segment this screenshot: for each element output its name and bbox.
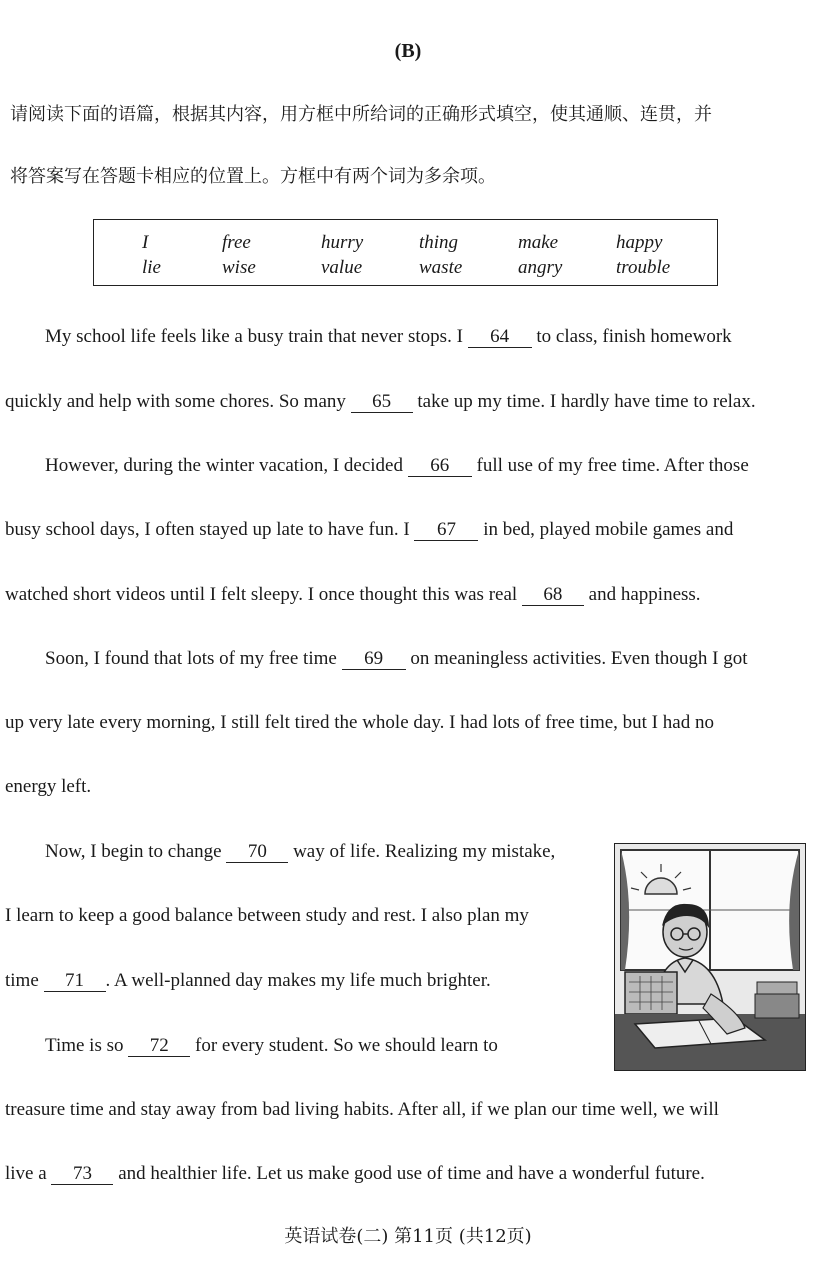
blank-66[interactable]: 66 — [408, 456, 472, 477]
passage-line: Now, I begin to change 70 way of life. Realizing my mistake, — [45, 841, 556, 862]
passage-line: time 71 . A well-planned day makes my life much brighter. — [5, 970, 491, 991]
word-box-word: hurry — [321, 232, 364, 253]
word-box-word: make — [518, 232, 559, 253]
passage-line: watched short videos until I felt sleepy. I once thought this was real 68 and happiness. — [5, 584, 701, 605]
word-box-word: value — [321, 257, 363, 278]
word-box-word: wise — [222, 257, 256, 278]
blank-71[interactable]: 71 — [44, 971, 106, 992]
word-box-word: angry — [518, 257, 563, 278]
student-studying-image — [615, 844, 805, 1070]
word-box-word: thing — [419, 232, 459, 253]
instructions-line-1: 请阅读下面的语篇，根据其内容，用方框中所给词的正确形式填空，使其通顺、连贯，并 — [10, 104, 712, 125]
page-footer: 英语试卷(二) 第11页 (共12页) — [284, 1226, 532, 1247]
blank-72[interactable]: 72 — [128, 1036, 190, 1057]
passage-line: Soon, I found that lots of my free time 69 on meaningless activities. Even though I got — [45, 648, 748, 669]
passage-line: live a 73 and healthier life. Let us make good use of time and have a wonderful future. — [5, 1163, 705, 1184]
word-box-word: I — [142, 232, 149, 253]
blank-64[interactable]: 64 — [468, 327, 532, 348]
blank-73[interactable]: 73 — [51, 1164, 113, 1185]
passage-line: busy school days, I often stayed up late to have fun. I 67 in bed, played mobile games and — [5, 519, 734, 540]
blank-65[interactable]: 65 — [351, 392, 413, 413]
blank-70[interactable]: 70 — [226, 842, 288, 863]
passage-line: My school life feels like a busy train that never stops. I 64 to class, finish homework — [45, 326, 732, 347]
passage-line: I learn to keep a good balance between study and rest. I also plan my — [5, 905, 529, 926]
student-illustration — [614, 843, 806, 1071]
passage-line: up very late every morning, I still felt tired the whole day. I had lots of free time, but I had no — [5, 712, 714, 733]
instructions-line-2: 将答案写在答题卡相应的位置上。方框中有两个词为多余项。 — [10, 166, 496, 187]
blank-69[interactable]: 69 — [342, 649, 406, 670]
word-box-word: free — [222, 232, 251, 253]
word-box-word: happy — [616, 232, 663, 253]
blank-67[interactable]: 67 — [414, 520, 478, 541]
passage-line: energy left. — [5, 776, 92, 797]
passage-line: treasure time and stay away from bad living habits. After all, if we plan our time well, we will — [5, 1099, 719, 1120]
word-box — [93, 219, 718, 286]
word-box-word: lie — [142, 257, 161, 278]
word-box-word: trouble — [616, 257, 671, 278]
word-box-word: waste — [419, 257, 463, 278]
blank-68[interactable]: 68 — [522, 585, 584, 606]
passage-line: Time is so 72 for every student. So we should learn to — [45, 1035, 498, 1056]
passage-line: However, during the winter vacation, I decided 66 full use of my free time. After those — [45, 455, 749, 476]
section-title: (B) — [394, 40, 422, 62]
passage-line: quickly and help with some chores. So many 65 take up my time. I hardly have time to relax. — [5, 391, 756, 412]
